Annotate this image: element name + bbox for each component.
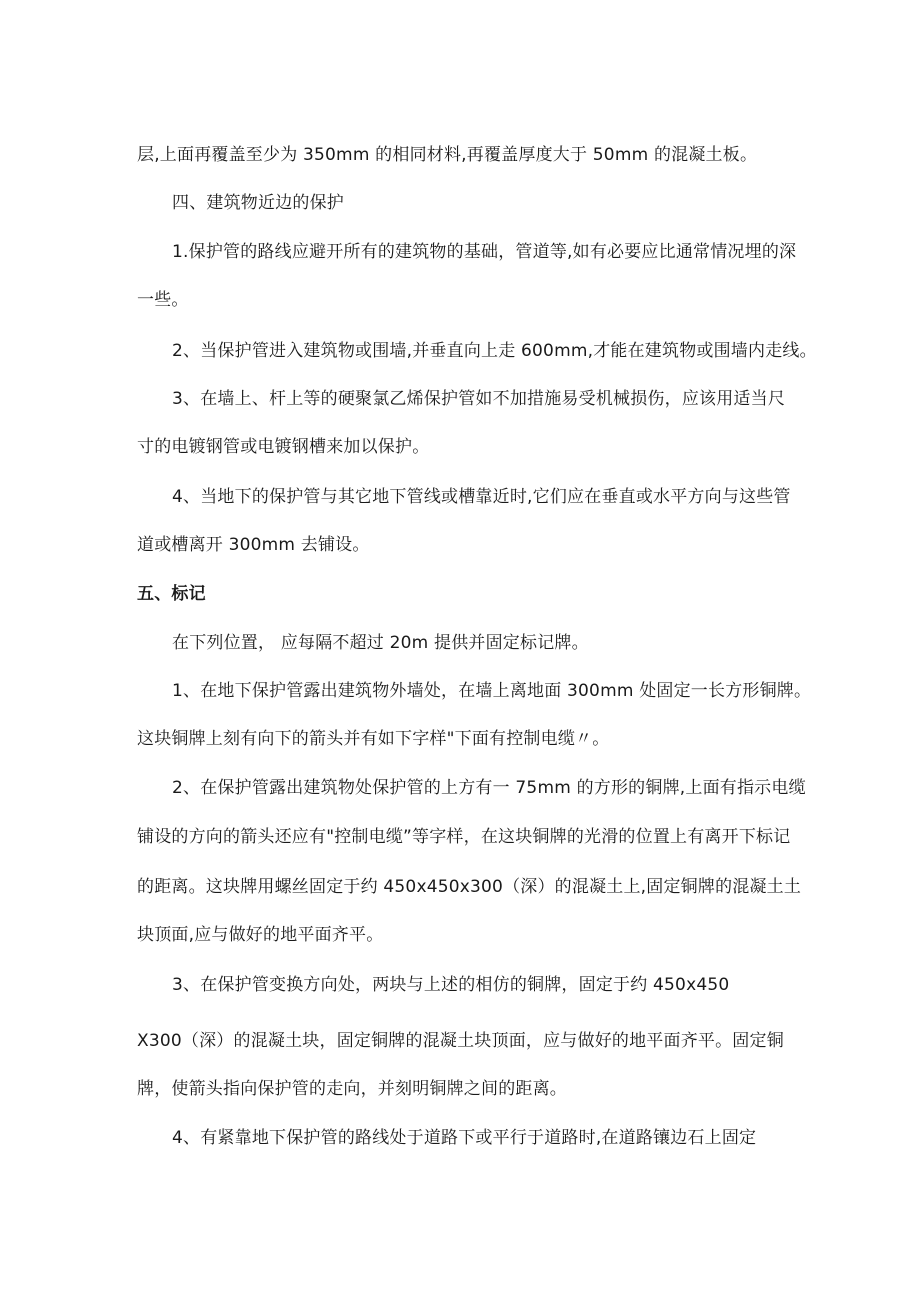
paragraph-mark-2-cont: 的距离。这块牌用螺丝固定于约 450x450x300（深）的混凝土上,固定铜牌的混凝土土	[137, 877, 802, 897]
paragraph-mark-1: 1、在地下保护管露出建筑物外墙处，在墙上离地面 300mm 处固定一长方形铜牌。	[172, 681, 812, 701]
paragraph-item-2: 2、当保护管进入建筑物或围墙,并垂直向上走 600mm,才能在建筑物或围墙内走线。	[172, 341, 817, 361]
paragraph-mark-3: 3、在保护管变换方向处，两块与上述的相仿的铜牌，固定于约 450x450	[172, 975, 730, 995]
paragraph-item-4-cont: 道或槽离开 300mm 去铺设。	[137, 535, 370, 555]
paragraph-item-1: 1.保护管的路线应避开所有的建筑物的基础，管道等,如有必要应比通常情况埋的深	[172, 242, 797, 262]
paragraph-mark-3-cont: X300（深）的混凝土块，固定铜牌的混凝土块顶面，应与做好的地平面齐平。固定铜	[137, 1031, 784, 1051]
paragraph-item-3-cont: 寸的电镀钢管或电镀钢槽来加以保护。	[137, 437, 430, 457]
paragraph-line-cont: 层,上面再覆盖至少为 350mm 的相同材料,再覆盖厚度大于 50mm 的混凝土板。	[137, 145, 758, 165]
paragraph-mark-3-cont: 牌，使箭头指向保护管的走向，并刻明铜牌之间的距离。	[137, 1079, 567, 1099]
paragraph-item-1-cont: 一些。	[137, 290, 189, 310]
paragraph-mark-2-cont: 铺设的方向的箭头还应有"控制电缆”等字样，在这块铜牌的光滑的位置上有离开下标记	[137, 827, 791, 847]
section-heading-4: 四、建筑物近边的保护	[172, 193, 344, 213]
paragraph-intro: 在下列位置， 应每隔不超过 20m 提供并固定标记牌。	[172, 633, 589, 653]
paragraph-item-4: 4、当地下的保护管与其它地下管线或槽靠近时,它们应在垂直或水平方向与这些管	[172, 487, 791, 507]
paragraph-mark-2-cont: 块顶面,应与做好的地平面齐平。	[137, 925, 384, 945]
paragraph-mark-1-cont: 这块铜牌上刻有向下的箭头并有如下字样"下面有控制电缆〃。	[137, 729, 610, 749]
paragraph-mark-4: 4、有紧靠地下保护管的路线处于道路下或平行于道路时,在道路镶边石上固定	[172, 1128, 757, 1148]
paragraph-mark-2: 2、在保护管露出建筑物处保护管的上方有一 75mm 的方形的铜牌,上面有指示电缆	[172, 778, 806, 798]
section-heading-5: 五、标记	[137, 584, 206, 604]
paragraph-item-3: 3、在墙上、杆上等的硬聚氯乙烯保护管如不加措施易受机械损伤，应该用适当尺	[172, 389, 786, 409]
